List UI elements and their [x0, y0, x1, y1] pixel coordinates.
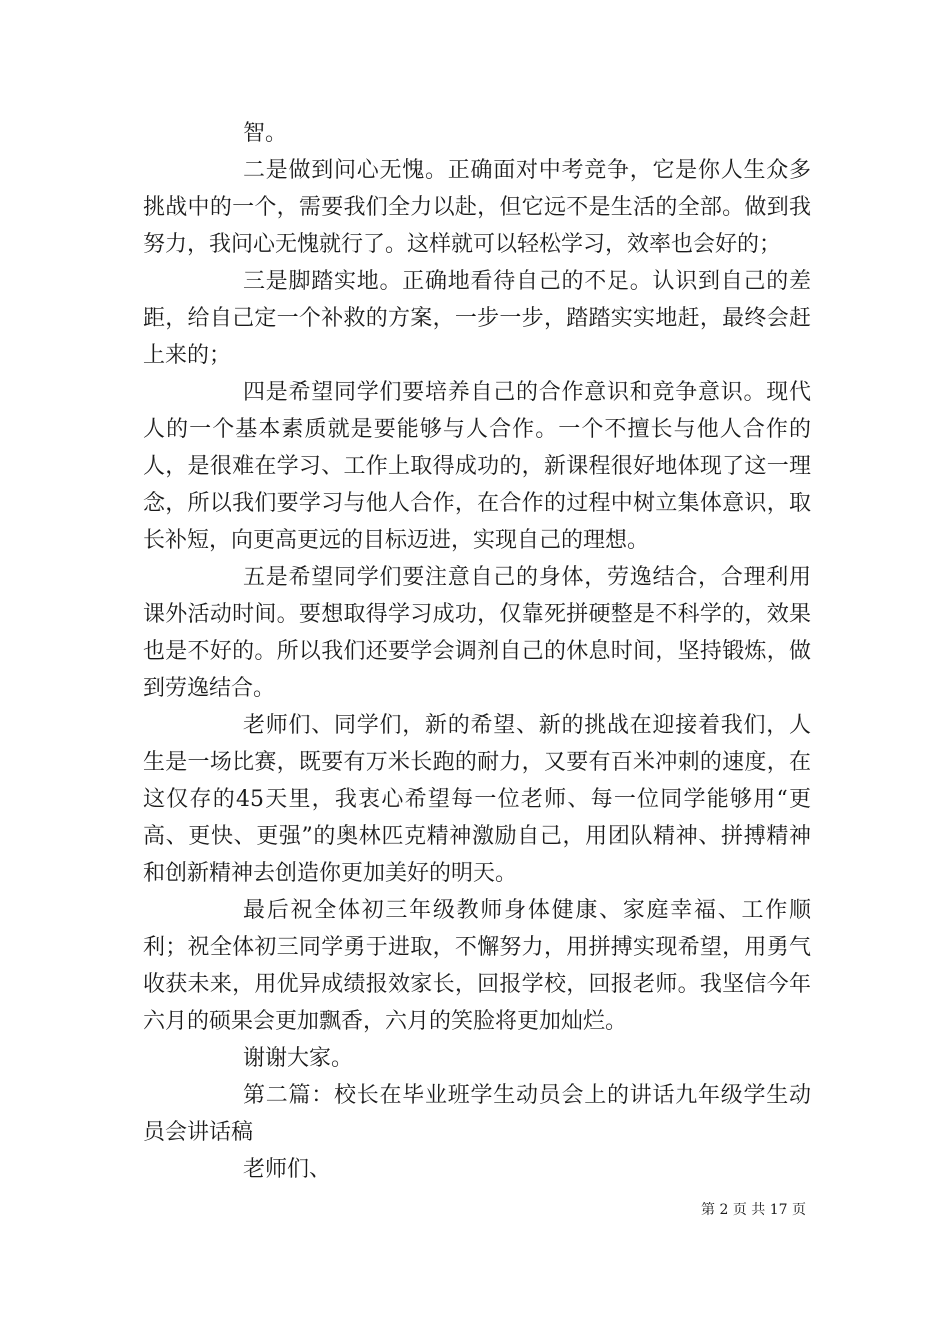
paragraph-thanks: 谢谢大家。 [243, 1046, 354, 1071]
document-body [143, 115, 811, 1188]
paragraph-point-five: 五是希望同学们要注意自己的身体，劳逸结合，合理利用课外活动时间。要想取得学习成功，仅靠死拼硬整是不科学的，效果也是不好的。所以我们还要学会调剂自己的休息时间，坚持锻炼，做到劳逸结合。 [143, 565, 811, 701]
paragraph-point-three: 三是脚踏实地。正确地看待自己的不足。认识到自己的差距，给自己定一个补救的方案，一步一步，踏踏实实地赶，最终会赶上来的； [143, 269, 811, 368]
paragraph-fragment: 智。 [243, 121, 288, 146]
paragraph-closing-wishes: 最后祝全体初三年级教师身体健康、家庭幸福、工作顺利；祝全体初三同学勇于进取，不懈努力，用拼搏实现希望，用勇气收获未来，用优异成绩报效家长，回报学校，回报老师。我坚信今年六月的硕果会更加飘香，六月的笑脸将更加灿烂。 [143, 898, 811, 1034]
page-number-footer: 第 2 页 共 17 页 [701, 1202, 806, 1218]
paragraph-greeting: 老师们、 [243, 1157, 332, 1182]
section-heading: 第二篇：校长在毕业班学生动员会上的讲话九年级学生动员会讲话稿 [143, 1083, 811, 1145]
paragraph-address: 老师们、同学们，新的希望、新的挑战在迎接着我们，人生是一场比赛，既要有万米长跑的耐力，又要有百米冲刺的速度，在这仅存的45天里，我衷心希望每一位老师、每一位同学能够用“更高、更快、更强”的奥林匹克精神激励自己，用团队精神、拼搏精神和创新精神去创造你更加美好的明天。 [143, 713, 811, 886]
paragraph-point-two: 二是做到问心无愧。正确面对中考竞争，它是你人生众多挑战中的一个，需要我们全力以赴，但它远不是生活的全部。做到我努力，我问心无愧就行了。这样就可以轻松学习，效率也会好的； [143, 158, 811, 257]
paragraph-point-four: 四是希望同学们要培养自己的合作意识和竞争意识。现代人的一个基本素质就是要能够与人合作。一个不擅长与他人合作的人，是很难在学习、工作上取得成功的，新课程很好地体现了这一理念，所以我们要学习与他人合作，在合作的过程中树立集体意识，取长补短，向更高更远的目标迈进，实现自己的理想。 [143, 380, 811, 553]
